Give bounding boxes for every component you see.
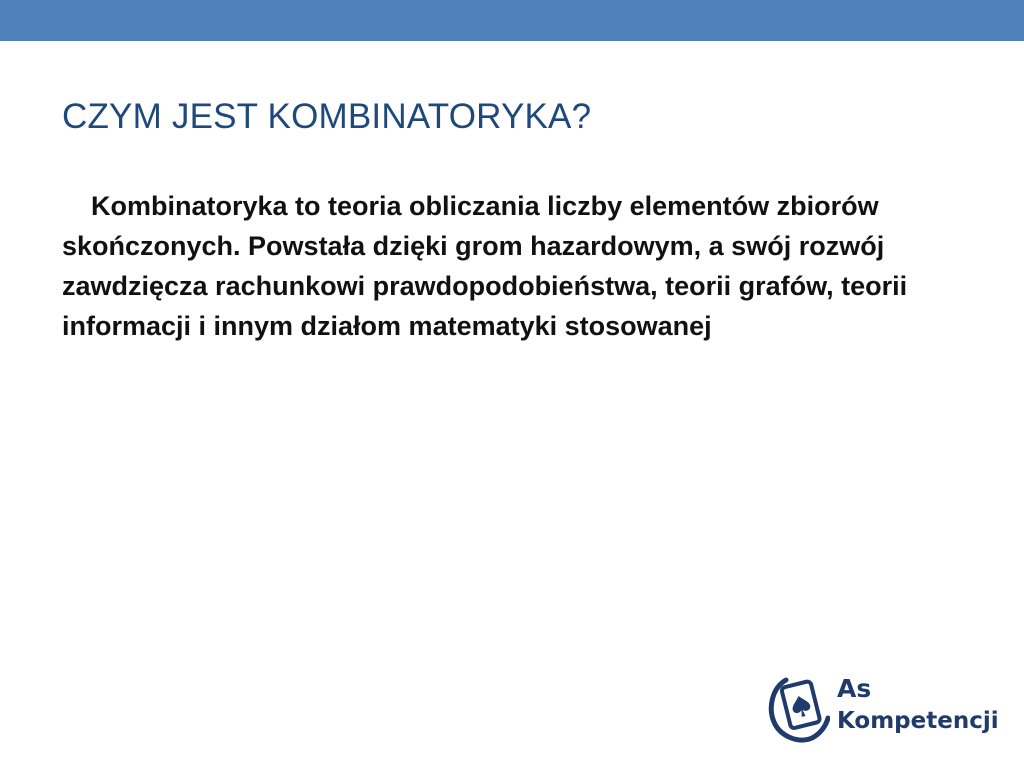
slide-body-text: Kombinatoryka to teoria obliczania liczby elementów zbiorów skończonych. Powstała dzięki grom hazardowym, a swój rozwój zawdzięcza rachunkowi prawdopodobieństwa, teorii grafów, teorii informacji i innym działom matematyki stosowanej (62, 191, 908, 341)
spade-card-icon (768, 670, 830, 744)
slide-title: CZYM JEST KOMBINATORYKA? (62, 97, 592, 136)
logo-text-kompetencji: Kompetencji (837, 708, 999, 734)
top-accent-bar (0, 0, 1024, 41)
as-kompetencji-logo (768, 666, 998, 746)
logo-text-as: As (837, 674, 872, 703)
